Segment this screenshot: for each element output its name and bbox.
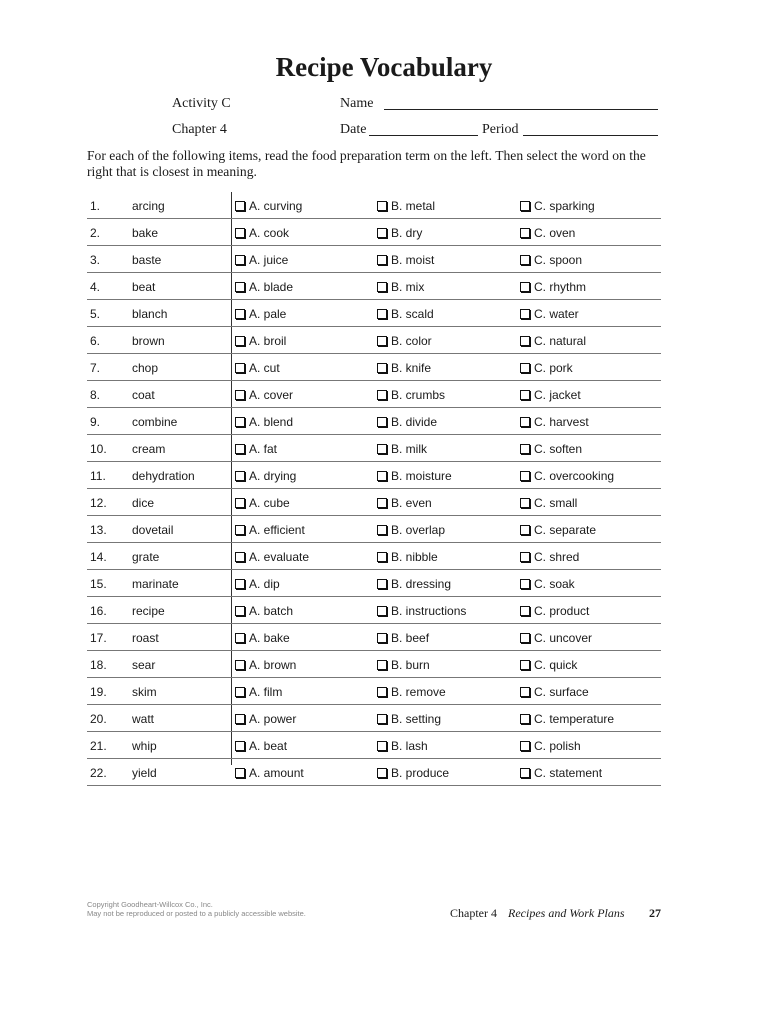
table-row [87,219,661,246]
option-c-label: C. soften [534,442,583,456]
option-b-label: B. even [391,496,432,510]
option-b-label: B. divide [391,415,438,429]
item-term: skim [132,685,157,699]
option-a-label: A. fat [249,442,278,456]
option-a[interactable] [235,739,287,753]
item-number: 14. [90,550,107,564]
option-b-label: B. remove [391,685,446,699]
item-number: 2. [90,226,101,240]
option-b-label: B. knife [391,361,432,375]
option-c-label: C. temperature [534,712,615,726]
option-b[interactable] [377,415,437,429]
checkbox-icon[interactable] [377,660,387,670]
item-number: 15. [90,577,107,591]
option-b[interactable] [377,550,438,564]
option-b-label: B. instructions [391,604,467,618]
option-a[interactable] [235,577,280,591]
option-c[interactable] [520,253,582,267]
option-a[interactable] [235,334,286,348]
period-label: Period [482,122,519,137]
checkbox-icon[interactable] [520,228,530,238]
option-c-label: C. shred [534,550,580,564]
option-b-label: B. setting [391,712,442,726]
option-a-label: A. beat [249,739,288,753]
item-term: watt [132,712,155,726]
checkbox-icon[interactable] [235,255,245,265]
option-a[interactable] [235,604,293,618]
item-term: chop [132,361,159,375]
item-number: 10. [90,442,107,456]
option-c-label: C. spoon [534,253,583,267]
item-term: blanch [132,307,168,321]
option-c[interactable] [520,199,595,213]
item-term: coat [132,388,155,402]
footer-chapter: Chapter 4 [450,906,497,920]
item-term: baste [132,253,162,267]
item-term: brown [132,334,165,348]
table-row [87,759,661,786]
checkbox-icon[interactable] [235,471,245,481]
table-row [87,570,661,597]
option-a[interactable] [235,496,290,510]
table-row [87,732,661,759]
checkbox-icon[interactable] [235,336,245,346]
checkbox-icon[interactable] [377,363,387,373]
option-b[interactable] [377,496,432,510]
option-c-label: C. harvest [534,415,589,429]
table-row [87,327,661,354]
option-b[interactable] [377,739,428,753]
option-b-label: B. mix [391,280,425,294]
item-number: 4. [90,280,101,294]
option-c-label: C. sparking [534,199,595,213]
item-number: 6. [90,334,101,348]
checkbox-icon[interactable] [377,633,387,643]
checkbox-icon[interactable] [235,687,245,697]
option-b[interactable] [377,307,434,321]
checkbox-icon[interactable] [377,336,387,346]
option-b-label: B. dry [391,226,423,240]
option-c[interactable] [520,469,614,483]
option-a[interactable] [235,307,286,321]
option-b-label: B. metal [391,199,436,213]
checkbox-icon[interactable] [377,444,387,454]
option-c[interactable] [520,577,575,591]
checkbox-icon[interactable] [520,255,530,265]
item-term: beat [132,280,156,294]
copyright-line: Copyright Goodheart-Willcox Co., Inc. [87,900,213,909]
option-a-label: A. juice [249,253,289,267]
period-field[interactable] [523,122,658,136]
option-a-label: A. brown [249,658,297,672]
item-term: combine [132,415,178,429]
checkbox-icon[interactable] [377,714,387,724]
checkbox-icon[interactable] [520,552,530,562]
option-b-label: B. scald [391,307,434,321]
option-b[interactable] [377,253,434,267]
item-term: dice [132,496,155,510]
option-b[interactable] [377,766,449,780]
option-c[interactable] [520,361,573,375]
checkbox-icon[interactable] [520,687,530,697]
checkbox-icon[interactable] [235,309,245,319]
option-a[interactable] [235,712,296,726]
checkbox-icon[interactable] [377,390,387,400]
name-label: Name [340,96,374,111]
checkbox-icon[interactable] [235,390,245,400]
checkbox-icon[interactable] [235,201,245,211]
option-b[interactable] [377,280,424,294]
option-c-label: C. pork [534,361,573,375]
option-c-label: C. overcooking [534,469,615,483]
option-b[interactable] [377,523,445,537]
item-number: 12. [90,496,107,510]
option-c-label: C. rhythm [534,280,587,294]
table-row [87,516,661,543]
option-c[interactable] [520,523,596,537]
checkbox-icon[interactable] [520,525,530,535]
checkbox-icon[interactable] [520,390,530,400]
table-row [87,651,661,678]
option-c-label: C. soak [534,577,575,591]
item-term: grate [132,550,160,564]
option-c-label: C. small [534,496,578,510]
table-row [87,705,661,732]
option-a[interactable] [235,415,293,429]
option-a-label: A. dip [249,577,280,591]
checkbox-icon[interactable] [235,579,245,589]
checkbox-icon[interactable] [235,552,245,562]
checkbox-icon[interactable] [520,741,530,751]
checkbox-icon[interactable] [520,309,530,319]
item-number: 11. [90,469,106,483]
table-row [87,300,661,327]
checkbox-icon[interactable] [520,201,530,211]
option-c-label: C. uncover [534,631,593,645]
item-number: 13. [90,523,107,537]
table-row [87,273,661,300]
option-a[interactable] [235,766,304,780]
instructions: For each of the following items, read the food preparation term on the left. Then select the word on the right that is closest in meaning. [87,148,646,179]
checkbox-icon[interactable] [235,633,245,643]
table-row [87,408,661,435]
option-b[interactable] [377,712,441,726]
checkbox-icon[interactable] [520,282,530,292]
item-number: 20. [90,712,107,726]
item-term: marinate [132,577,179,591]
option-b-label: B. moisture [391,469,452,483]
option-a-label: A. pale [249,307,287,321]
item-number: 21. [90,739,107,753]
checkbox-icon[interactable] [520,363,530,373]
option-a[interactable] [235,631,290,645]
item-number: 7. [90,361,101,375]
option-b[interactable] [377,469,452,483]
checkbox-icon[interactable] [377,471,387,481]
option-a-label: A. batch [249,604,294,618]
page-footer [450,906,661,921]
option-b-label: B. moist [391,253,435,267]
item-number: 8. [90,388,101,402]
option-c[interactable] [520,685,589,699]
item-number: 18. [90,658,107,672]
option-b-label: B. produce [391,766,450,780]
item-number: 22. [90,766,107,780]
checkbox-icon[interactable] [235,228,245,238]
option-b[interactable] [377,388,445,402]
option-a-label: A. evaluate [249,550,310,564]
item-term: recipe [132,604,165,618]
option-c[interactable] [520,226,575,240]
option-c-label: C. product [534,604,590,618]
option-c[interactable] [520,280,586,294]
option-b[interactable] [377,685,446,699]
date-label: Date [340,122,367,137]
activity-label: Activity C [172,96,231,111]
copyright-notice: May not be reproduced or posted to a publicly accessible website. [87,909,306,918]
chapter-label: Chapter 4 [172,122,227,137]
option-c-label: C. oven [534,226,576,240]
checkbox-icon[interactable] [235,714,245,724]
option-a[interactable] [235,253,288,267]
checkbox-icon[interactable] [520,498,530,508]
item-term: bake [132,226,159,240]
item-number: 9. [90,415,101,429]
option-a-label: A. film [249,685,283,699]
table-row [87,354,661,381]
option-a[interactable] [235,523,305,537]
option-a[interactable] [235,280,293,294]
item-number: 3. [90,253,101,267]
option-c[interactable] [520,334,586,348]
checkbox-icon[interactable] [520,444,530,454]
item-number: 16. [90,604,107,618]
checkbox-icon[interactable] [377,579,387,589]
option-c[interactable] [520,550,579,564]
option-c[interactable] [520,388,581,402]
checkbox-icon[interactable] [377,228,387,238]
table-row [87,435,661,462]
checkbox-icon[interactable] [520,471,530,481]
checkbox-icon[interactable] [377,768,387,778]
option-b[interactable] [377,199,435,213]
checkbox-icon[interactable] [377,687,387,697]
table-row [87,462,661,489]
option-b[interactable] [377,631,429,645]
option-a[interactable] [235,199,302,213]
option-b-label: B. lash [391,739,428,753]
option-c[interactable] [520,631,592,645]
checkbox-icon[interactable] [520,660,530,670]
option-a[interactable] [235,469,296,483]
option-a[interactable] [235,388,293,402]
footer-chapter-title: Recipes and Work Plans [508,906,625,920]
option-b[interactable] [377,604,466,618]
option-a[interactable] [235,658,296,672]
checkbox-icon[interactable] [235,660,245,670]
date-field[interactable] [369,122,478,136]
table-row [87,624,661,651]
option-b-label: B. crumbs [391,388,446,402]
option-b[interactable] [377,442,427,456]
option-c[interactable] [520,496,577,510]
checkbox-icon[interactable] [235,363,245,373]
checkbox-icon[interactable] [377,282,387,292]
table-row [87,381,661,408]
checkbox-icon[interactable] [377,255,387,265]
checkbox-icon[interactable] [520,417,530,427]
option-c-label: C. surface [534,685,589,699]
option-c[interactable] [520,307,579,321]
option-c-label: C. natural [534,334,587,348]
checkbox-icon[interactable] [377,309,387,319]
option-b[interactable] [377,361,431,375]
item-number: 19. [90,685,107,699]
checkbox-icon[interactable] [377,417,387,427]
option-b-label: B. color [391,334,432,348]
option-a-label: A. drying [249,469,297,483]
option-a-label: A. cook [249,226,290,240]
item-term: roast [132,631,159,645]
item-term: dovetail [132,523,174,537]
table-row [87,678,661,705]
table-row [87,489,661,516]
option-c[interactable] [520,739,581,753]
item-term: yield [132,766,157,780]
checkbox-icon[interactable] [377,201,387,211]
option-a-label: A. cover [249,388,294,402]
option-a-label: A. curving [249,199,303,213]
table-row [87,597,661,624]
option-c[interactable] [520,712,614,726]
option-a-label: A. broil [249,334,287,348]
option-c-label: C. polish [534,739,581,753]
name-field[interactable] [384,96,658,110]
copyright [87,900,306,918]
option-a[interactable] [235,685,282,699]
item-number: 17. [90,631,107,645]
option-b-label: B. nibble [391,550,438,564]
page-number: 27 [649,906,661,920]
option-c[interactable] [520,415,589,429]
checkbox-icon[interactable] [520,579,530,589]
table-row [87,246,661,273]
option-c[interactable] [520,442,582,456]
option-a-label: A. amount [249,766,304,780]
item-term: dehydration [132,469,195,483]
checkbox-icon[interactable] [235,444,245,454]
option-b[interactable] [377,334,432,348]
checkbox-icon[interactable] [377,552,387,562]
option-a[interactable] [235,442,277,456]
item-number: 5. [90,307,101,321]
checkbox-icon[interactable] [520,768,530,778]
option-a-label: A. cut [249,361,280,375]
option-c-label: C. separate [534,523,597,537]
checkbox-icon[interactable] [235,282,245,292]
option-b[interactable] [377,577,451,591]
option-b-label: B. beef [391,631,430,645]
checkbox-icon[interactable] [235,498,245,508]
option-b[interactable] [377,226,422,240]
item-number: 1. [90,199,101,213]
option-a-label: A. blend [249,415,294,429]
option-c-label: C. jacket [534,388,581,402]
item-term: whip [132,739,157,753]
option-b-label: B. dressing [391,577,452,591]
option-c[interactable] [520,604,589,618]
option-b-label: B. overlap [391,523,446,537]
item-term: sear [132,658,156,672]
option-a-label: A. efficient [249,523,305,537]
option-a[interactable] [235,361,280,375]
option-c-label: C. quick [534,658,578,672]
checkbox-icon[interactable] [377,741,387,751]
checkbox-icon[interactable] [377,525,387,535]
option-c[interactable] [520,658,577,672]
option-a-label: A. blade [249,280,294,294]
option-a-label: A. cube [249,496,290,510]
checkbox-icon[interactable] [377,498,387,508]
checkbox-icon[interactable] [235,417,245,427]
checkbox-icon[interactable] [520,714,530,724]
checkbox-icon[interactable] [520,633,530,643]
page-title: Recipe Vocabulary [275,52,493,82]
checkbox-icon[interactable] [235,606,245,616]
item-term: arcing [132,199,165,213]
checkbox-icon[interactable] [235,525,245,535]
checkbox-icon[interactable] [235,741,245,751]
vocab-table [87,192,661,786]
checkbox-icon[interactable] [520,336,530,346]
option-a-label: A. power [249,712,297,726]
option-a-label: A. bake [249,631,290,645]
option-b-label: B. milk [391,442,427,456]
table-row [87,543,661,570]
option-a[interactable] [235,550,309,564]
checkbox-icon[interactable] [235,768,245,778]
option-b[interactable] [377,658,430,672]
option-c-label: C. statement [534,766,603,780]
option-b-label: B. burn [391,658,430,672]
option-a[interactable] [235,226,289,240]
checkbox-icon[interactable] [520,606,530,616]
table-row [87,192,661,219]
option-c-label: C. water [534,307,579,321]
option-c[interactable] [520,766,602,780]
item-term: cream [132,442,166,456]
checkbox-icon[interactable] [377,606,387,616]
